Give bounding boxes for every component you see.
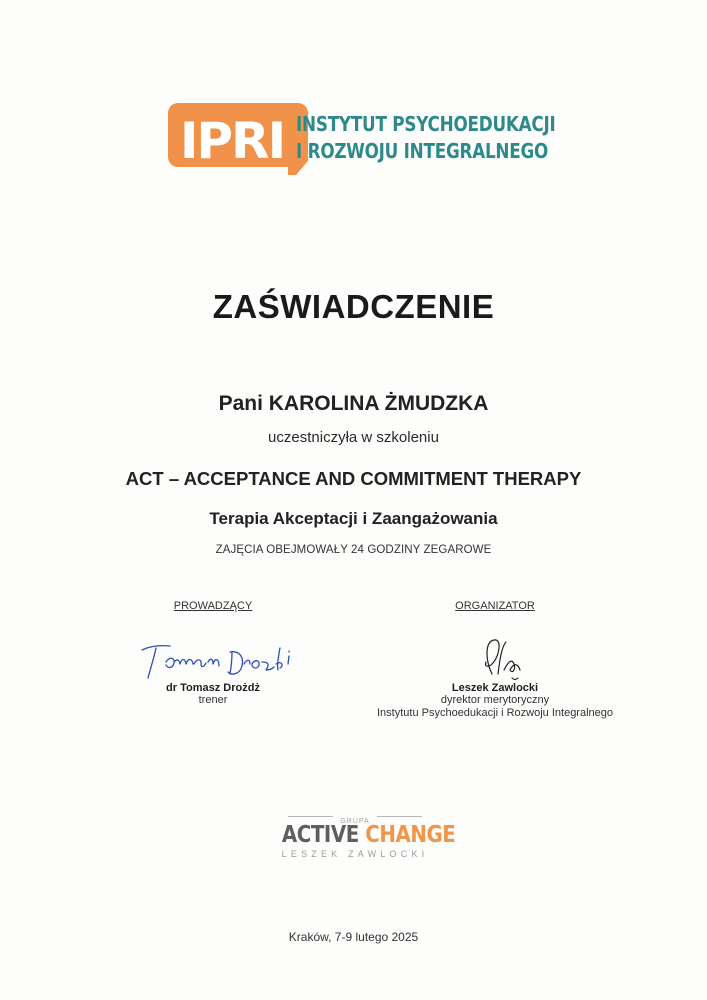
course-subtitle: Terapia Akceptacji i Zaangażowania bbox=[209, 509, 498, 528]
grupa-divider-right bbox=[377, 816, 422, 817]
institute-name-line2: I ROZWOJU INTEGRALNEGO bbox=[296, 139, 549, 163]
participation-text: uczestniczyła w szkoleniu bbox=[268, 429, 439, 446]
institute-name-line1: INSTYTUT PSYCHOEDUKACJI bbox=[296, 112, 556, 136]
svg-text:IPRI: IPRI bbox=[179, 112, 285, 170]
organizer-signature-icon bbox=[370, 612, 620, 682]
hours-note: ZAJĘCIA OBEJMOWAŁY 24 GODZINY ZEGAROWE bbox=[215, 544, 492, 556]
trainer-description: trener bbox=[198, 694, 228, 706]
organizer-description-line2: Instytutu Psychoedukacji i Rozwoju Integralnego bbox=[376, 707, 614, 719]
organizer-signature-block bbox=[370, 600, 620, 720]
course-title: ACT – ACCEPTANCE AND COMMITMENT THERAPY bbox=[125, 468, 582, 489]
institute-name bbox=[296, 111, 556, 165]
trainer-signature-icon bbox=[120, 612, 306, 682]
trainer-name: dr Tomasz Drożdż bbox=[166, 682, 260, 694]
trainer-role-label: PROWADZĄCY bbox=[173, 600, 253, 612]
active-change-logo bbox=[270, 810, 456, 872]
active-change-wordmark bbox=[281, 822, 456, 848]
ipri-badge-icon bbox=[168, 103, 308, 185]
grupa-row bbox=[270, 810, 440, 825]
ipri-logo bbox=[168, 103, 568, 185]
recipient-name: Pani KAROLINA ŻMUDZKA bbox=[218, 392, 489, 415]
active-change-subline: LESZEK ZAWLOCKI bbox=[281, 849, 429, 859]
grupa-divider-left bbox=[288, 816, 333, 817]
organizer-role-label: ORGANIZATOR bbox=[455, 600, 535, 612]
grupa-label: GRUPA bbox=[340, 818, 370, 825]
organizer-description-line1: dyrektor merytoryczny bbox=[440, 694, 550, 706]
change-word: CHANGE bbox=[365, 822, 456, 848]
trainer-signature-block bbox=[120, 600, 306, 707]
place-and-date: Kraków, 7-9 lutego 2025 bbox=[288, 930, 419, 944]
document-title: ZAŚWIADCZENIE bbox=[212, 288, 495, 325]
organizer-name: Leszek Zawlocki bbox=[451, 682, 539, 694]
active-word: ACTIVE bbox=[281, 822, 359, 848]
